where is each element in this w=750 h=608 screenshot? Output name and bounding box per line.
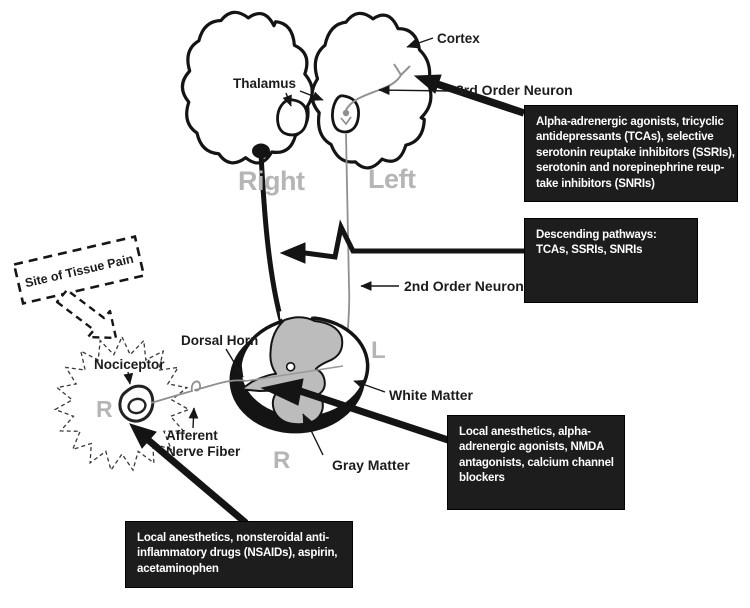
leader-descending [305,227,524,257]
thalamus-label: Thalamus [233,76,297,91]
dorsal-horn-label: Dorsal Horn [181,333,259,348]
central-canal [286,363,295,372]
hemisphere-left-label: Left [368,164,416,194]
third-order-arrow [379,90,452,91]
tissue-pain-block-arrow [57,290,116,338]
receptor-region-letter: R [96,396,113,422]
spinal-cord-section [225,306,372,438]
cord-right-letter: R [273,447,290,474]
hemisphere-right-label: Right [238,166,305,196]
cord-left-letter: L [371,337,386,364]
callout-spinal-interventions: Local anesthetics, alpha- adrenergic agonists, NMDA antagonists, calcium channel blockers [447,415,625,510]
callout-peripheral-interventions: Local anesthetics, nonsteroidal anti- inflammatory drugs (NSAIDs), aspirin, acetaminophen [125,521,353,588]
afferent-label-line1: Afferent [166,428,218,443]
site-of-tissue-pain-box [14,237,144,304]
callout-descending-pathways: Descending pathways: TCAs, SSRIs, SNRIs [524,218,698,303]
nociceptor-label: Nociceptor [94,357,165,372]
white-matter-label: White Matter [389,387,473,403]
afferent-label-line2: Nerve Fiber [166,444,241,459]
afferent-arrow [193,408,194,428]
callout-brain-interventions: Alpha-adrenergic agonists, tricyclic antidepressants (TCAs), selective serotonin reuptake inhibitors (SSRIs), serotonin and norepinephrine reup- take inhibitors (SNRIs) [524,105,738,202]
thalamus-right-shape [278,100,308,135]
second-order-neuron-label: 2nd Order Neuron [404,278,524,294]
gray-matter-label: Gray Matter [332,457,410,473]
third-order-neuron-label: 3rd Order Neuron [456,82,573,98]
site-of-tissue-pain-label: Site of Tissue Pain [23,251,135,291]
leader-descending-arrowhead [281,243,305,263]
thalamic-synapse-dot [343,110,349,116]
cortex-label: Cortex [437,31,480,46]
